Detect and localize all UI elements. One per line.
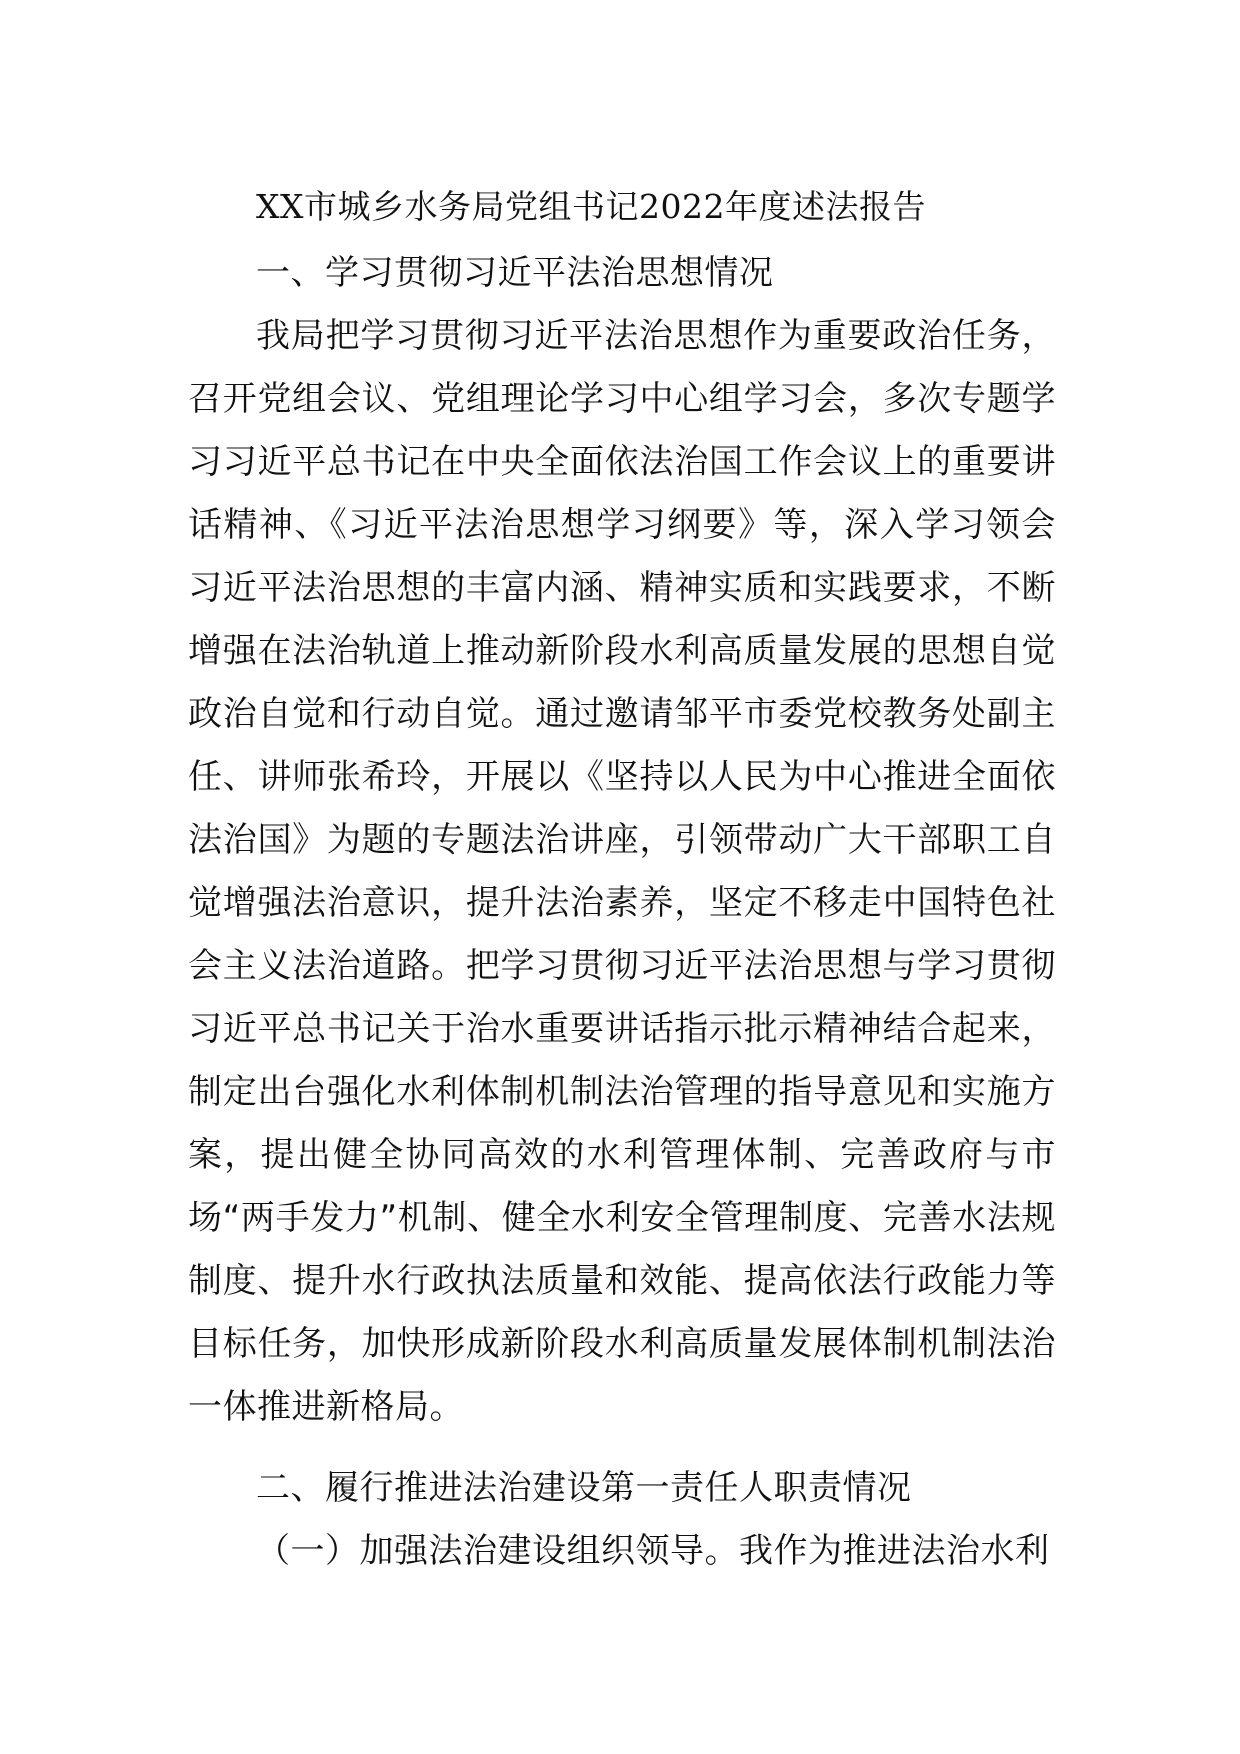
section-spacer	[188, 1439, 1056, 1457]
section-2-heading: 二、履行推进法治建设第一责任人职责情况	[256, 1468, 912, 1508]
section-1-paragraph: 我局把学习贯彻习近平法治思想作为重要政治任务，召开党组会议、党组理论学习中心组学习会，多次专题学习习近平总书记在中央全面依法治国工作会议上的重要讲话精神、《习近平法治思想学习纲要》等，深入学习领会习近平法治思想的丰富内涵、精神实质和实践要求，不断增强在法治轨道上推动新阶段水利高质量发展的思想自觉政治自觉和行动自觉。通过邀请邹平市委党校教务处副主任、讲师张希玲，开展以《坚持以人民为中心推进全面依法治国》为题的专题法治讲座，引领带动广大干部职工自觉增强法治意识，提升法治素养，坚定不移走中国特色社会主义法治道路。把学习贯彻习近平法治思想与学习贯彻习近平总书记关于治水重要讲话指示批示精神结合起来，制定出台强化水利体制机制法治管理的指导意见和实施方案，提出健全协同高效的水利管理体制、完善政府与市场“两手发力”机制、健全水利安全管理制度、完善水法规制度、提升水行政执法质量和效能、提高依法行政能力等目标任务，加快形成新阶段水利高质量发展体制机制法治一体推进新格局。	[188, 316, 1056, 1427]
document-title: XX市城乡水务局党组书记2022年度述法报告	[256, 187, 926, 226]
section-1-heading: 一、学习贯彻习近平法治思想情况	[256, 253, 774, 293]
document-body	[188, 172, 1056, 1583]
section-2-paragraph: （一）加强法治建设组织领导。我作为推进法治水利	[256, 1531, 1050, 1571]
